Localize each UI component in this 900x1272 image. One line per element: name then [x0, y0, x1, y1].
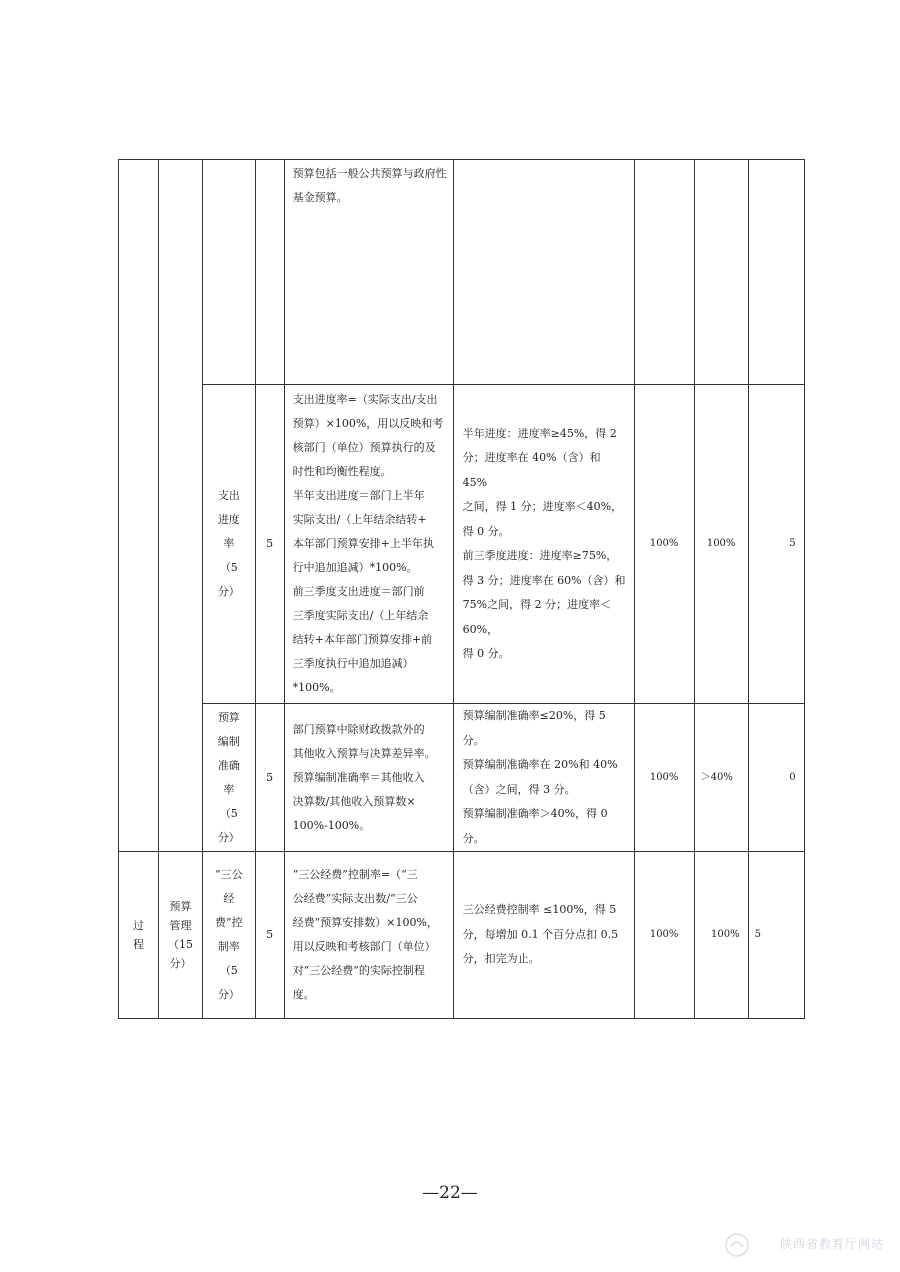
description-line: 本年部门预算安排+上半年执: [292, 537, 434, 550]
indicator-description: [284, 385, 453, 704]
standard-line: 半年进度：进度率≥45%，得 2: [462, 426, 617, 440]
score-value: 0: [748, 704, 804, 852]
target-value: 100%: [634, 852, 694, 1019]
standard-line: 分，扣完为止。: [462, 952, 540, 966]
description-line: 半年支出进度＝部门上半年: [292, 489, 425, 502]
description-line: 实际支出/（上年结余结转+: [292, 513, 427, 526]
description-line: 公经费”实际支出数/“三公: [292, 892, 418, 905]
score-value: 5: [748, 385, 804, 704]
indicator-description: 预算包括一般公共预算与政府性基金预算。: [284, 160, 453, 385]
target-cell-empty: [634, 160, 694, 385]
description-line: “三公经费”控制率=（“三: [292, 868, 418, 881]
scoring-standard: [453, 385, 634, 704]
description-line: 用以反映和考核部门（单位）: [292, 940, 436, 953]
description-line: 前三季度支出进度＝部门前: [292, 585, 425, 598]
indicator-name: 支出进度率（5分）: [203, 385, 256, 704]
standard-line: （含）之间，得 3 分。: [462, 782, 576, 796]
level1-cell-empty: [119, 160, 159, 852]
standard-line: 前三季度进度：进度率≥75%，: [462, 549, 618, 562]
description-line: 核部门（单位）预算执行的及: [292, 441, 436, 454]
description-line: 支出进度率=（实际支出/支出: [292, 393, 438, 406]
table-row-budget-accuracy: [119, 704, 805, 852]
description-line: 预算）×100%，用以反映和考: [292, 417, 444, 430]
description-line: 时性和均衡性程度。: [292, 465, 392, 478]
description-line: 三季度执行中追加追减）: [292, 657, 414, 670]
standard-line: 预算编制准确率＞40%，得 0 分。: [462, 807, 608, 845]
actual-value: 100%: [694, 852, 748, 1019]
description-line: 对“三公经费”的实际控制程: [292, 964, 425, 977]
score-value: 5: [748, 852, 804, 1019]
description-line: 行中追加追减）*100%。: [292, 561, 418, 574]
standard-line: 75%之间，得 2 分；进度率＜60%，: [462, 598, 612, 636]
indicator-weight: 5: [255, 852, 284, 1019]
indicator-weight: 5: [255, 385, 284, 704]
level1-indicator: 过程: [119, 852, 159, 1019]
standard-line: 三公经费控制率 ≤100%，得 5: [462, 903, 617, 917]
actual-value: ＞40%: [694, 704, 748, 852]
target-value: 100%: [634, 385, 694, 704]
watermark-logo-icon: [724, 1232, 750, 1258]
scoring-standard: [453, 704, 634, 852]
standard-line: 预算编制准确率在 20%和 40%: [462, 758, 618, 771]
description-line: 三季度实际支出/（上年结余: [292, 609, 429, 622]
description-line: 经费”预算安排数）×100%，: [292, 916, 438, 929]
standard-line: 预算编制准确率≤20%，得 5 分。: [462, 709, 606, 747]
page-number: —22—: [422, 1183, 478, 1203]
score-cell-empty: [748, 160, 804, 385]
scoring-standard: [453, 852, 634, 1019]
target-value: 100%: [634, 704, 694, 852]
standard-line: 得 0 分。: [462, 647, 510, 660]
standard-line: 分；进度率在 40%（含）和 45%: [462, 451, 601, 489]
indicator-description: [284, 852, 453, 1019]
standard-line: 得 3 分；进度率在 60%（含）和: [462, 573, 626, 587]
indicator-cell-empty: [203, 160, 256, 385]
description-line: 度。: [292, 988, 315, 1001]
level2-indicator: 预算管理（15分）: [159, 852, 203, 1019]
description-line: *100%。: [292, 681, 341, 694]
standard-line: 之间，得 1 分；进度率＜40%，: [462, 500, 623, 513]
watermark-text: 陕西省教育厅网站: [779, 1237, 884, 1251]
indicator-description: [284, 704, 453, 852]
table-row-budget-scope: [119, 160, 805, 385]
description-line: 100%-100%。: [292, 818, 371, 832]
indicator-name: “三公经费”控制率（5分）: [203, 852, 256, 1019]
description-line: 预算编制准确率＝其他收入: [292, 770, 425, 784]
standard-line: 得 0 分。: [462, 524, 510, 538]
weight-cell-empty: [255, 160, 284, 385]
description-line: 其他收入预算与决算差异率。: [292, 746, 436, 760]
table-row-expenditure-progress: [119, 385, 805, 704]
standard-line: 分，每增加 0.1 个百分点扣 0.5: [462, 927, 619, 941]
description-line: 决算数/其他收入预算数×: [292, 794, 416, 808]
indicator-weight: 5: [255, 704, 284, 852]
indicator-name: 预算编制准确率（5分）: [203, 704, 256, 852]
standard-cell-empty: [453, 160, 634, 385]
description-line: 结转+本年部门预算安排+前: [292, 633, 433, 646]
description-line: 部门预算中除财政拨款外的: [292, 722, 425, 736]
actual-value: 100%: [694, 385, 748, 704]
level2-cell-empty: [159, 160, 203, 852]
table-row-three-public-expenses: [119, 852, 805, 1019]
evaluation-table: [118, 159, 805, 1019]
actual-cell-empty: [694, 160, 748, 385]
